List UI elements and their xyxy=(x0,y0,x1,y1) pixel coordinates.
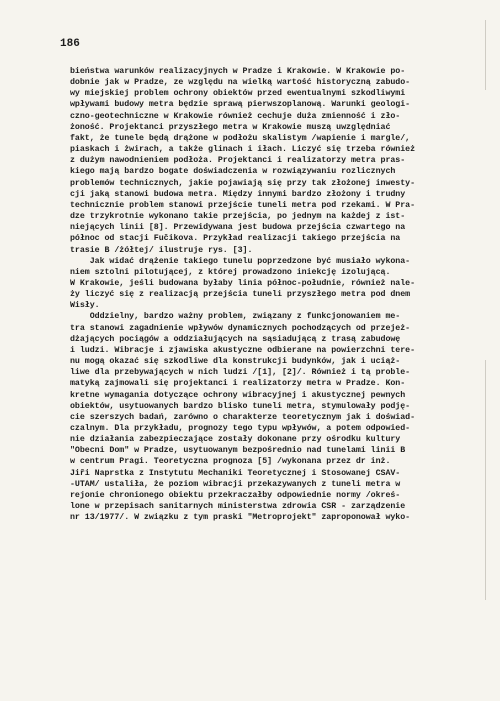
text-line: z dużym nawodnieniem podłoża. Projektanci i realizatorzy metra pras- xyxy=(70,156,406,166)
margin-bleed-mark xyxy=(485,20,486,90)
text-line: kiego mają bardzo bogate doświadczenia w rozwiązywaniu rozlicznych xyxy=(70,167,396,177)
text-line: W Krakowie, jeśli budowana byłaby linia północ-południe, również nale- xyxy=(70,278,416,288)
text-line: Jiři Naprstka z Instytutu Mechaniki Teoretycznej i Stosowanej CSAV- xyxy=(70,468,401,478)
page-number: 186 xyxy=(60,38,80,50)
text-line: Jak widać drążenie takiego tunelu poprzedzone być musiało wykona- xyxy=(70,256,411,266)
text-line: liwe dla przebywających w nich ludzi /[1], [2]/. Również i tą proble- xyxy=(70,368,411,378)
text-line: bieństwa warunków realizacyjnych w Pradze i Krakowie. W Krakowie po- xyxy=(70,67,406,76)
text-line: nu mogą okazać się szkodliwe dla konstrukcji budynków, jak i uciąż- xyxy=(70,357,401,367)
text-line: cji jaką stanowi budowa metra. Między innymi bardzo złożony i trudny xyxy=(70,189,406,199)
text-line: kretne wymagania dotyczące ochrony wibracyjnej i akustycznej pewnych xyxy=(70,390,406,400)
text-line: wpływami budowy metra będzie sprawą pierwszoplanową. Warunki geologi- xyxy=(70,100,411,110)
text-line: dobnie jak w Pradze, ze względu na wielką wartość historyczną zabudo- xyxy=(70,78,411,88)
text-line: żoność. Projektanci przyszłego metra w Krakowie muszą uwzględniać xyxy=(70,122,391,132)
text-line: obiektów, usytuowanych bardzo blisko tuneli metra, stymulowały podję- xyxy=(70,401,411,411)
text-line: w centrum Pragi. Teoretyczna prognoza [5] /wykonana przez dr inż. xyxy=(70,457,391,467)
text-line: matyką zajmowali się projektanci i realizatorzy metra w Pradze. Kon- xyxy=(70,379,406,389)
text-line: północ od stacji Fučikova. Przykład realizacji takiego przejścia na xyxy=(70,234,401,244)
text-line: niem sztolni pilotującej, z której prowadzono iniekcję izolującą. xyxy=(70,267,391,277)
text-line: czno-geotechniczne w Krakowie również cechuje duża zmienność i zło- xyxy=(70,111,401,121)
text-line: nr 13/1977/. W związku z tym praski "Metroprojekt" zaproponował wyko- xyxy=(70,513,411,523)
text-line: dze trzykrotnie wykonano takie przejścia, po jednym na każdej z ist- xyxy=(70,212,406,222)
text-line: czalnym. Dla przykładu, prognozy tego typu wpływów, a potem odpowied- xyxy=(70,424,411,433)
text-line: niejących linii [8]. Przewidywana jest budowa przejścia czwartego na xyxy=(70,223,406,233)
text-line: technicznie problem stanowi przejście tuneli metra pod rzekami. W Pra- xyxy=(70,200,416,210)
text-line: problemów technicznych, jakie pojawiają się przy tak złożonej inwesty- xyxy=(70,178,416,188)
text-line: cie szerszych badań, zarówno o charakterze teoretycznym jak i doświad- xyxy=(70,412,416,422)
margin-bleed-mark xyxy=(485,360,486,600)
text-line: ży liczyć się z realizacją przejścia tuneli przyszłego metra pod dnem xyxy=(70,290,411,300)
text-line: piaskach i żwirach, a także glinach i iłach. Liczyć się trzeba również xyxy=(70,145,416,155)
text-line: dżających pociągów a oddziałujących na sąsiadującą z trasą zabudowę xyxy=(70,334,401,344)
text-line: trasie B /żółtej/ ilustruje rys. [3]. xyxy=(70,245,253,255)
text-line: lone w przepisach sanitarnych ministerstwa zdrowia CSR - zarządzenie xyxy=(70,502,406,512)
text-line: rejonie chronionego obiektu przekraczałby odpowiednie normy /okreś- xyxy=(70,490,401,500)
text-line: tra stanowi zagadnienie wpływów dynamicznych pochodzących od przejeż- xyxy=(70,323,411,333)
text-line: Wisły. xyxy=(70,301,100,311)
text-line: -UTAM/ ustaliła, że poziom wibracji przekazywanych z tuneli metra w xyxy=(70,479,401,489)
text-line: Oddzielny, bardzo ważny problem, związany z funkcjonowaniem me- xyxy=(70,312,401,322)
body-text xyxy=(70,66,480,523)
text-line: "Obecni Dom" w Pradze, usytuowanym bezpośrednio nad tunelami linii B xyxy=(70,446,406,456)
text-line: fakt, że tunele będą drążone w podłożu skalistym /wapienie i margle/, xyxy=(70,133,411,143)
text-line: i ludzi. Wibracje i zjawiska akustyczne odbierane na powierzchni tere- xyxy=(70,345,416,355)
text-line: wy miejskiej problem ochrony obiektów przed ewentualnymi szkodliwymi xyxy=(70,89,406,99)
text-line: nie działania zabezpieczające zostały dokonane przy ośrodku kultury xyxy=(70,435,401,445)
